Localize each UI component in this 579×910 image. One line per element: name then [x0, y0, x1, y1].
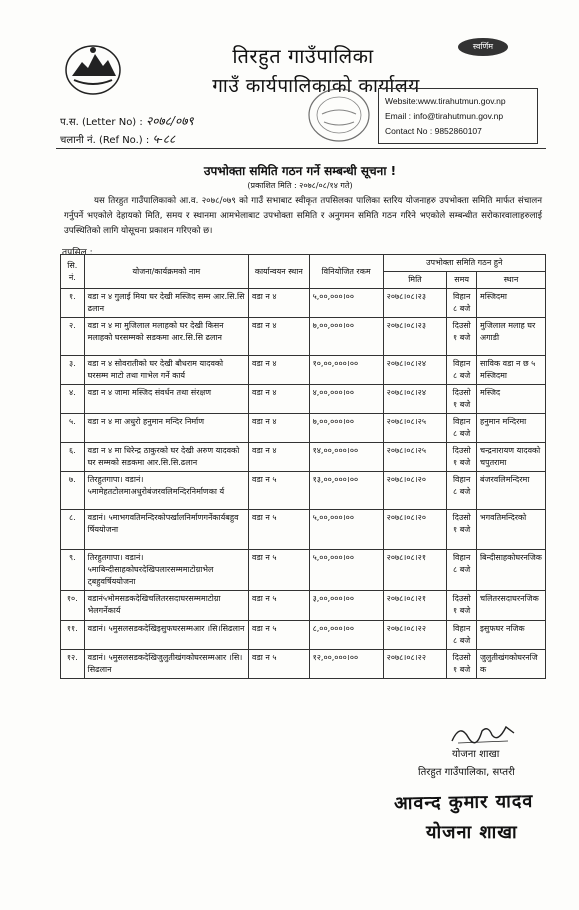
cell-place: बंजरवलिमन्दिरमा [476, 472, 545, 510]
header-amount: विनियोजित रकम [309, 255, 383, 289]
table-label: तपसिल : [62, 248, 93, 258]
header-location: कार्यान्वयन स्थान [249, 255, 310, 289]
cell-name: वडानं। ५माभगवतिमन्दिरकोपर्खालनिर्माणगर्नेकार्यबहुव र्षिययोजना [84, 510, 248, 550]
cell-date: २०७८।०८।२५ [383, 414, 447, 443]
cell-time: दिउसो १ बजे [447, 650, 477, 679]
cell-date: २०७८।०८।२३ [383, 318, 447, 356]
cell-location: वडा न ४ [249, 443, 310, 472]
cell-time: दिउसो १ बजे [447, 510, 477, 550]
cell-amount: ५,००,०००।०० [309, 289, 383, 318]
golden-jubilee-badge: स्वर्णिम [458, 38, 508, 56]
cell-name: तिरहुतगापा। वडानं। ५मामेहतटोलमाअधुरोबंजरवलिमन्दिरनिर्माणका र्य [84, 472, 248, 510]
contact-box [378, 88, 538, 144]
cell-place: हनुमान मन्दिरमा [476, 414, 545, 443]
cell-name: वडानं। ५मुसलसडकदेखिइसुफघरसम्मआर ।सि।सिढलान [84, 621, 248, 650]
cell-amount: ५,००,०००।०० [309, 550, 383, 591]
cell-place: मस्जिद [476, 385, 545, 414]
notice-title: उपभोक्ता समिति गठन गर्ने सम्बन्धी सूचना ! [203, 164, 397, 178]
cell-name: वडानं। ५मुसलसडकदेखिजुलुतीखंगकोघरसम्मआर ।सि।सिढलान [84, 650, 248, 679]
cell-time: विहान ८ बजे [447, 356, 477, 385]
cell-amount: ७,००,०००।०० [309, 414, 383, 443]
cell-sn: ४. [61, 385, 85, 414]
cell-name: तिरहुतगापा। वडानं। ५माबिन्दीसाहकोघरदेखिपलारसम्ममाटोग्राभेल ट्बहुवर्षिययोजना [84, 550, 248, 591]
handwritten-signature [448, 719, 518, 747]
cell-time: विहान ८ बजे [447, 550, 477, 591]
header-time: समय [447, 272, 477, 289]
cell-sn: १२. [61, 650, 85, 679]
cell-amount: ४,००,०००।०० [309, 385, 383, 414]
cell-date: २०७८।०८।२१ [383, 550, 447, 591]
cell-amount: १२,००,०००।०० [309, 650, 383, 679]
office-title-line1: तिरहुत गाउँपालिका [232, 44, 374, 68]
stamp-dept: योजना शाखा [426, 822, 518, 843]
cell-sn: ३. [61, 356, 85, 385]
table-row [61, 591, 546, 621]
cell-sn: ७. [61, 472, 85, 510]
phone-text: Contact No : 9852860107 [385, 126, 482, 136]
office-title-line2: गाउँ कार्यपालिकाको कार्यालय [212, 75, 420, 97]
cell-location: वडा न ५ [249, 550, 310, 591]
cell-amount: ८,००,०००।०० [309, 621, 383, 650]
cell-date: २०७८।०८।२४ [383, 356, 447, 385]
letter-no-label: प.स. (Letter No) : [60, 117, 143, 128]
cell-sn: ९. [61, 550, 85, 591]
table-row [61, 550, 546, 591]
cell-date: २०७८।०८।२० [383, 472, 447, 510]
signature-office: तिरहुत गाउँपालिका, सप्तरी [418, 767, 515, 778]
header-place: स्थान [476, 272, 545, 289]
cell-place: चलितरसदाघरनजिक [476, 591, 545, 621]
letter-no-value: २०७८/०७९ [145, 114, 194, 128]
table-row [61, 318, 546, 356]
cell-time: दिउसो १ बजे [447, 591, 477, 621]
cell-location: वडा न ५ [249, 510, 310, 550]
cell-location: वडा न ५ [249, 650, 310, 679]
ref-no-value: ५-८८ [152, 132, 176, 146]
header-name: योजना/कार्यक्रमको नाम [84, 255, 248, 289]
cell-sn: ८. [61, 510, 85, 550]
cell-name: वडा न ४ गुलाई मिया घर देखी मस्जिद सम्म आर.सि.सि ढलान [84, 289, 248, 318]
notice-paragraph: यस तिरहुत गाउँपालिकाको आ.व. २०७८/०७९ को गाउँ सभाबाट स्वीकृत तपसिलका पालिका स्तरिय योजनाहरु उपभोक्ता समिति मार्फत संचालन गर्नुपर्ने भएकोले देहायको मिति, समय र स्थानमा आमभेलाबाट उपभोक्ता समिति र अनुगमन समिति गठन गरिने भएकोले सम्बन्धीत सरोकारवालाहरुलाई उपस्थितिको लागि योसूचना प्रकाशन गरिएको छ। [64, 196, 542, 236]
cell-sn: ५. [61, 414, 85, 443]
cell-sn: २. [61, 318, 85, 356]
table-row [61, 621, 546, 650]
cell-name: वडा न ४ मा अधुरो हनुमान मन्दिर निर्माण [84, 414, 248, 443]
cell-name: वडानं५भोमसडकदेखिचलितरसदाघरसम्ममाटोग्रा भेलगर्नेकार्य [84, 591, 248, 621]
cell-amount: १४,००,०००।०० [309, 443, 383, 472]
cell-place: मस्जिदमा [476, 289, 545, 318]
cell-location: वडा न ४ [249, 289, 310, 318]
ref-no-label: चलानी नं. (Ref No.) : [60, 135, 150, 146]
cell-date: २०७८।०८।२० [383, 510, 447, 550]
cell-time: दिउसो १ बजे [447, 385, 477, 414]
cell-date: २०७८।०८।२४ [383, 385, 447, 414]
table-row [61, 289, 546, 318]
nepal-emblem-icon [62, 40, 124, 96]
cell-location: वडा न ५ [249, 472, 310, 510]
cell-sn: ११. [61, 621, 85, 650]
cell-time: विहान ८ बजे [447, 414, 477, 443]
cell-time: विहान ८ बजे [447, 289, 477, 318]
cell-place: इसुफघर नजिक [476, 621, 545, 650]
stamp-name: आवन्द कुमार यादव [393, 790, 534, 815]
cell-location: वडा न ५ [249, 621, 310, 650]
ref-number [60, 130, 175, 147]
cell-name: वडा न ४ मा धिरेन्द्र ठाकुरको घर देखी अरुण यादवको घर सम्मको सडकमा आर.सि.सि.ढलान [84, 443, 248, 472]
cell-amount: ७,००,०००।०० [309, 318, 383, 356]
table-row [61, 385, 546, 414]
cell-place: भगवतिमन्दिरको [476, 510, 545, 550]
cell-time: दिउसो १ बजे [447, 443, 477, 472]
header-divider [56, 148, 546, 149]
cell-date: २०७८।०८।२१ [383, 591, 447, 621]
cell-name: वडा न ४ सोवरातीको घर देखी बौधराम यादवको घरसम्म माटो तथा गाभेल गर्ने कार्य [84, 356, 248, 385]
cell-time: विहान ८ बजे [447, 472, 477, 510]
table-row [61, 510, 546, 550]
table-row [61, 650, 546, 679]
cell-date: २०७८।०८।२२ [383, 650, 447, 679]
cell-time: विहान ८ बजे [447, 621, 477, 650]
header-meeting: उपभोक्ता समिति गठन हुने [383, 255, 545, 272]
header-date: मिति [383, 272, 447, 289]
cell-location: वडा न ४ [249, 414, 310, 443]
header-sn: सि. नं. [61, 255, 85, 289]
published-date: (प्रकाशित मिति : २०७८/०८/१४ गते) [247, 181, 353, 190]
cell-name: वडा न ४ मा मुजिलाल मलाहको घर देखी किसन मलाहको घरसम्मको सडकमा आर.सि.सि ढलान [84, 318, 248, 356]
cell-place: साविक वडा न छ ५ मस्जिदमा [476, 356, 545, 385]
cell-time: दिउसो १ बजे [447, 318, 477, 356]
cell-amount: १०,००,०००।०० [309, 356, 383, 385]
cell-amount: ३,००,०००।०० [309, 591, 383, 621]
table-row [61, 414, 546, 443]
table-row [61, 356, 546, 385]
cell-name: वडा न ४ जामा मस्जिद संवर्धन तथा संरक्षण [84, 385, 248, 414]
cell-date: २०७८।०८।२३ [383, 289, 447, 318]
cell-date: २०७८।०८।२५ [383, 443, 447, 472]
cell-sn: १. [61, 289, 85, 318]
cell-location: वडा न ४ [249, 356, 310, 385]
cell-amount: १३,००,०००।०० [309, 472, 383, 510]
email-text: Email : info@tirahutmun.gov.np [385, 111, 504, 121]
table-row [61, 472, 546, 510]
signature-dept: योजना शाखा [452, 749, 500, 760]
cell-place: जुलुतीखंगकोघरनजि क [476, 650, 545, 679]
website-text: Website:www.tirahutmun.gov.np [385, 96, 506, 106]
cell-place: चन्द्रनारायण यादवको चपुतरामा [476, 443, 545, 472]
cell-location: वडा न ४ [249, 385, 310, 414]
cell-place: मुजिलाल मलाह घर अगाडी [476, 318, 545, 356]
cell-location: वडा न ४ [249, 318, 310, 356]
office-seal-icon [300, 84, 378, 146]
cell-place: बिन्दीसाहकोघरनजिक [476, 550, 545, 591]
schedule-table [60, 254, 546, 679]
cell-location: वडा न ५ [249, 591, 310, 621]
table-row [61, 443, 546, 472]
cell-sn: ६. [61, 443, 85, 472]
cell-date: २०७८।०८।२२ [383, 621, 447, 650]
letter-number [60, 112, 194, 129]
cell-sn: १०. [61, 591, 85, 621]
cell-amount: ५,००,०००।०० [309, 510, 383, 550]
